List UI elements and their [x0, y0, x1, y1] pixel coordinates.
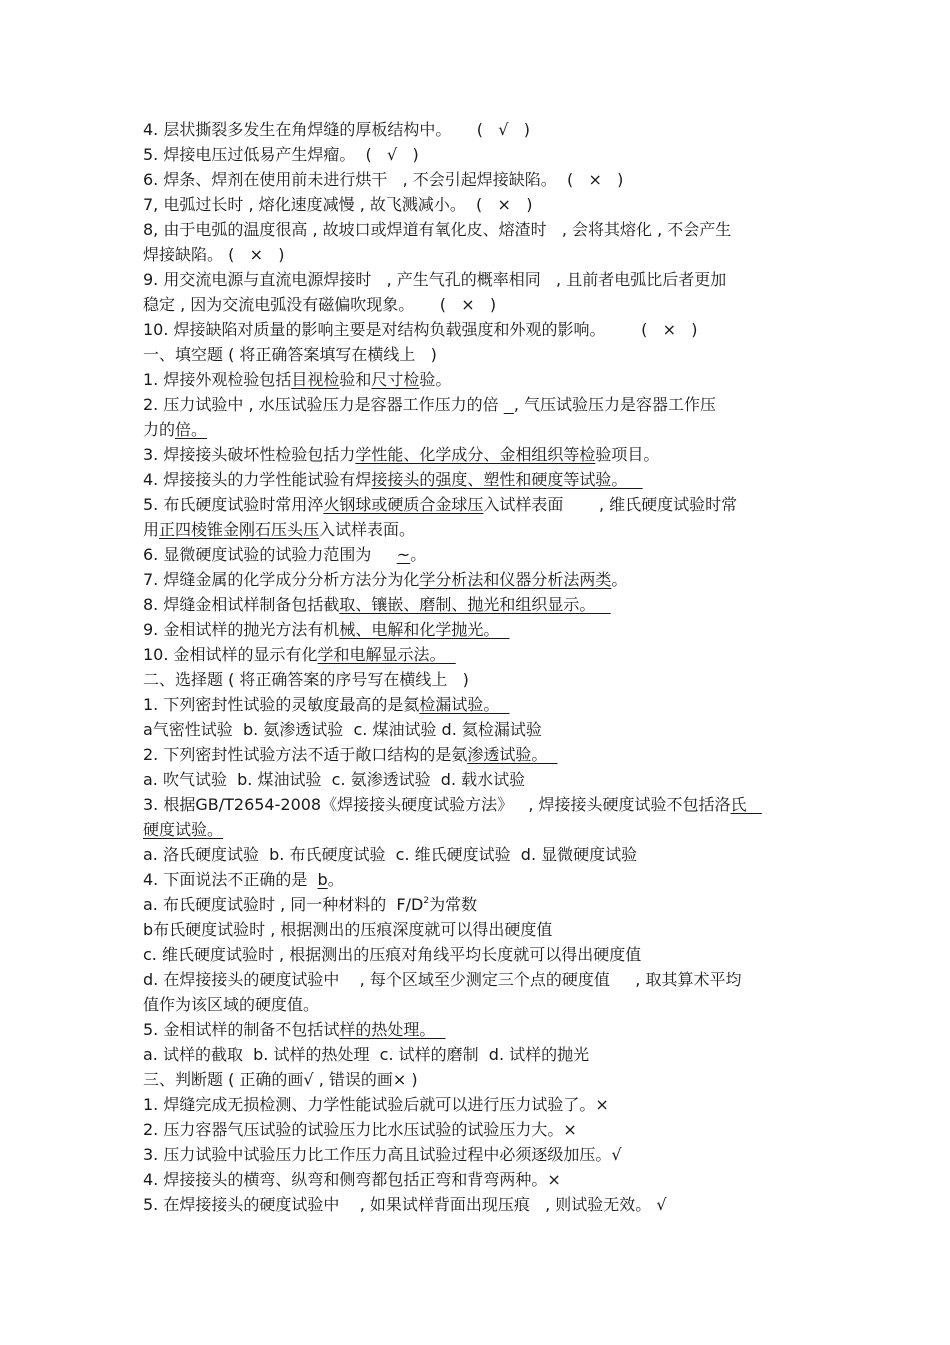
text-line	[143, 842, 808, 867]
text-run: a. 布氏硬度试验时 , 同一种材料的 F/D	[143, 895, 424, 914]
text-line	[143, 242, 808, 267]
text-line	[143, 1017, 808, 1042]
text-run: 入试样表面 , 维氏硬度试验时常	[483, 495, 738, 514]
text-line	[143, 742, 808, 767]
text-line	[143, 267, 808, 292]
text-run: 。	[410, 545, 427, 564]
text-run: 10. 焊接缺陷对质量的影响主要是对结构负载强度和外观的影响。 ( × )	[143, 320, 698, 339]
text-line	[143, 717, 808, 742]
text-run: 9. 用交流电源与直流电源焊接时 , 产生气孔的概率相同 , 且前者电弧比后者更加	[143, 270, 727, 289]
text-run: 力的	[143, 420, 176, 439]
text-run: 2. 下列密封性试验方法不适于敞口结构的是氨	[143, 745, 468, 764]
underlined-answer: b	[317, 870, 328, 889]
text-run: 8, 由于电弧的温度很高 , 故坡口或焊道有氧化皮、熔渣时 , 会将其熔化 , 不会产生	[143, 220, 732, 239]
text-line	[143, 1142, 808, 1167]
text-line	[143, 1192, 808, 1217]
text-line	[143, 467, 808, 492]
text-line	[143, 1092, 808, 1117]
superscript: 2	[423, 896, 430, 906]
text-run: c. 维氏硬度试验时 , 根据测出的压痕对角线平均长度就可以得出硬度值	[143, 945, 642, 964]
text-line	[143, 1042, 808, 1067]
text-run: 7. 焊缝金属的化学成分分析方法分为化	[143, 570, 420, 589]
underlined-answer: 学和电解显示法。	[317, 645, 456, 664]
text-run: 。	[327, 870, 344, 889]
text-run: , 气压试验压力是容器工作压	[513, 395, 717, 414]
text-run: 一、填空题 ( 将正确答案填写在横线上 )	[143, 345, 437, 364]
underlined-answer: 目视检	[291, 370, 340, 389]
text-line	[143, 792, 808, 817]
underlined-answer: 检漏试验。	[419, 695, 510, 714]
underlined-answer: 渗透试验。	[467, 745, 558, 764]
text-run: 验项目。	[595, 445, 660, 464]
underlined-answer: 硬度试验。	[143, 820, 224, 839]
text-line	[143, 392, 808, 417]
text-run: 5. 焊接电压过低易产生焊瘤。 ( √ )	[143, 145, 419, 164]
text-line	[143, 967, 808, 992]
text-run: a气密性试验 b. 氨渗透试验 c. 煤油试验 d. 氦检漏试验	[143, 720, 542, 739]
text-run: a. 吹气试验 b. 煤油试验 c. 氨渗透试验 d. 载水试验	[143, 770, 526, 789]
text-line	[143, 592, 808, 617]
text-run: 验和	[339, 370, 372, 389]
text-line	[143, 617, 808, 642]
text-run: 4. 焊接接头的横弯、纵弯和侧弯都包括正弯和背弯两种。×	[143, 1170, 561, 1189]
text-run: 2. 压力容器气压试验的试验压力比水压试验的试验压力大。×	[143, 1120, 577, 1139]
text-run: 5. 布氏硬度试验时常用淬	[143, 495, 324, 514]
text-run: 10. 金相试样的显示有化	[143, 645, 318, 664]
underlined-answer: 接接头的强度、塑性和硬度等试验。	[371, 470, 643, 489]
text-run: 9. 金相试样的抛光方法有机	[143, 620, 340, 639]
underlined-answer: 尺寸检	[371, 370, 420, 389]
underlined-answer: 火钢球或硬质合金球压	[323, 495, 484, 514]
text-run: a. 试样的截取 b. 试样的热处理 c. 试样的磨制 d. 试样的抛光	[143, 1045, 590, 1064]
text-run: 1. 焊缝完成无损检测、力学性能试验后就可以进行压力试验了。×	[143, 1095, 609, 1114]
text-run: 8. 焊缝金相试样制备包括截	[143, 595, 340, 614]
text-line	[143, 167, 808, 192]
text-run: 4. 层状撕裂多发生在角焊缝的厚板结构中。 ( √ )	[143, 120, 530, 139]
text-run: 用	[143, 520, 160, 539]
text-run: 1. 焊接外观检验包括	[143, 370, 292, 389]
text-line	[143, 1117, 808, 1142]
text-run: 三、判断题 ( 正确的画√ , 错误的画× )	[143, 1070, 418, 1089]
text-line	[143, 867, 808, 892]
text-line	[143, 442, 808, 467]
text-run: 6. 显微硬度试验的试验力范围为	[143, 545, 397, 564]
underlined-answer: 械、电解和化学抛光。	[339, 620, 510, 639]
text-line	[143, 517, 808, 542]
text-run: 3. 根据GB/T2654-2008《焊接接头硬度试验方法》 , 焊接接头硬度试验不包括洛	[143, 795, 731, 814]
text-line	[143, 367, 808, 392]
text-run: 2. 压力试验中 , 水压试验压力是容器工作压力的倍	[143, 395, 504, 414]
text-line	[143, 767, 808, 792]
underlined-answer: 样的热处理。	[339, 1020, 446, 1039]
text-run: 二、选择题 ( 将正确答案的序号写在横线上 )	[143, 670, 469, 689]
text-line	[143, 917, 808, 942]
text-run: 1. 下列密封性试验的灵敏度最高的是氦	[143, 695, 420, 714]
text-line	[143, 542, 808, 567]
text-line	[143, 317, 808, 342]
text-run: 4. 下面说法不正确的是	[143, 870, 318, 889]
text-run: 3. 压力试验中试验压力比工作压力高且试验过程中必须逐级加压。√	[143, 1145, 622, 1164]
text-run: 6. 焊条、焊剂在使用前未进行烘干 , 不会引起焊接缺陷。 ( × )	[143, 170, 624, 189]
section-heading-choice	[143, 667, 808, 692]
text-run: 5. 金相试样的制备不包括试	[143, 1020, 340, 1039]
underlined-answer: 学分析法和仪器分析法两类	[419, 570, 612, 589]
text-line	[143, 117, 808, 142]
underlined-answer: ~	[396, 545, 411, 564]
text-line	[143, 642, 808, 667]
text-line	[143, 817, 808, 842]
text-run: 稳定 , 因为交流电弧没有磁偏吹现象。 ( × )	[143, 295, 497, 314]
underlined-answer: 正四棱锥金刚石压头压	[159, 520, 320, 539]
text-run: 5. 在焊接接头的硬度试验中 , 如果试样背面出现压痕 , 则试验无效。 √	[143, 1195, 667, 1214]
text-run: 为常数	[429, 895, 478, 914]
underlined-answer: 氏	[730, 795, 762, 814]
underlined-answer: 学性能、化学成分、金相组织等检	[355, 445, 596, 464]
text-run: 7, 电弧过长时 , 熔化速度减慢 , 故飞溅减小。 ( × )	[143, 195, 533, 214]
text-line	[143, 217, 808, 242]
text-line	[143, 142, 808, 167]
text-run: 值作为该区域的硬度值。	[143, 995, 320, 1014]
text-run: b布氏硬度试验时 , 根据测出的压痕深度就可以得出硬度值	[143, 920, 553, 939]
section-heading-judge	[143, 1067, 808, 1092]
text-line	[143, 417, 808, 442]
text-run: 验。	[419, 370, 452, 389]
text-run: 入试样表面。	[319, 520, 416, 539]
text-run: 。	[611, 570, 628, 589]
text-line	[143, 1167, 808, 1192]
underlined-answer: 取、镶嵌、磨制、抛光和组织显示。	[339, 595, 611, 614]
text-run: 4. 焊接接头的力学性能试验有焊	[143, 470, 372, 489]
text-line	[143, 892, 808, 917]
text-line	[143, 942, 808, 967]
text-run: 3. 焊接接头破坏性检验包括力	[143, 445, 356, 464]
text-line	[143, 292, 808, 317]
underlined-answer	[504, 395, 514, 414]
text-run: d. 在焊接接头的硬度试验中 , 每个区域至少测定三个点的硬度值 , 取其算术平均	[143, 970, 742, 989]
text-line	[143, 692, 808, 717]
underlined-answer: 倍。	[175, 420, 208, 439]
text-run: a. 洛氏硬度试验 b. 布氏硬度试验 c. 维氏硬度试验 d. 显微硬度试验	[143, 845, 638, 864]
text-line	[143, 492, 808, 517]
text-line	[143, 992, 808, 1017]
text-run: 焊接缺陷。 ( × )	[143, 245, 285, 264]
section-heading-fill-in	[143, 342, 808, 367]
text-line	[143, 567, 808, 592]
text-line	[143, 192, 808, 217]
